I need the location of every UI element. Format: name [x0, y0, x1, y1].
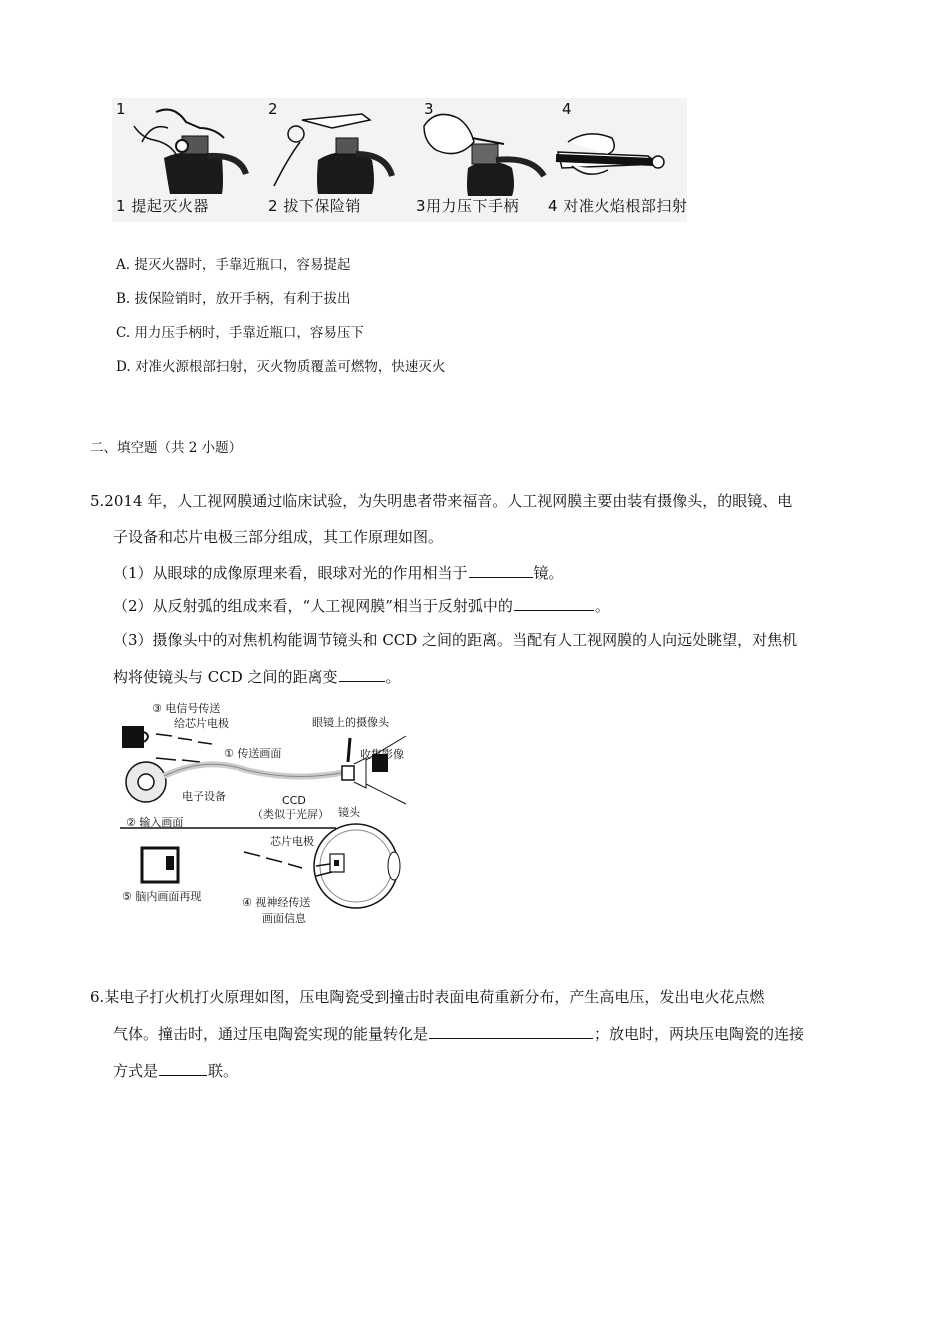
option-text: 对准火源根部扫射，灭火物质覆盖可燃物，快速灭火 — [134, 359, 446, 375]
pull-pin-illustration — [268, 98, 408, 198]
q5-line-2: 子设备和芯片电极三部分组成，其工作原理如图。 — [113, 528, 444, 546]
q6-line-1: 6.某电子打火机打火原理如图，压电陶瓷受到撞击时表面电荷重新分布，产生高电压，发出电火花点燃 — [90, 988, 765, 1006]
q5-sub-3-line-2: 构将使镜头与 CCD 之间的距离变 。 — [113, 668, 401, 686]
label-signal: ③ 电信号传送 — [152, 702, 221, 715]
q5-line-1: 5.2014 年，人工视网膜通过临床试验，为失明患者带来福音。人工视网膜主要由装有摄像头，的眼镜、电 — [90, 492, 793, 510]
label-chip-electrode: 芯片电极 — [270, 835, 314, 848]
option-d — [116, 357, 445, 377]
step-caption: 2 拔下保险销 — [268, 197, 361, 215]
q5-sub-2: （2）从反射弧的组成来看，“人工视网膜”相当于反射弧中的 。 — [113, 597, 610, 615]
label-device: 电子设备 — [182, 790, 226, 803]
step-caption: 3用力压下手柄 — [416, 197, 520, 215]
lift-extinguisher-illustration — [116, 98, 256, 198]
q5-sub-1: （1）从眼球的成像原理来看，眼球对光的作用相当于 镜。 — [113, 564, 564, 582]
label-optic-nerve-2: 画面信息 — [262, 912, 306, 925]
step-number: 4 — [562, 100, 572, 118]
q6-line-3: 方式是 联。 — [113, 1062, 239, 1080]
step-number: 3 — [424, 100, 434, 118]
label-input: ② 输入画面 — [126, 816, 184, 829]
label-signal-2: 给芯片电极 — [174, 717, 229, 730]
aim-spray-illustration — [548, 98, 687, 198]
extinguisher-figure — [112, 98, 687, 222]
label-glasses-camera: 眼镜上的摄像头 — [312, 716, 389, 729]
q6-line-2: 气体。撞击时，通过压电陶瓷实现的能量转化是 ；放电时，两块压电陶瓷的连接 — [113, 1025, 805, 1043]
option-letter: C. — [116, 325, 131, 341]
step-panel-3 — [412, 98, 562, 220]
option-text: 用力压手柄时，手靠近瓶口，容易压下 — [134, 325, 364, 341]
option-letter: B. — [116, 291, 131, 307]
answer-blank[interactable] — [429, 1024, 593, 1039]
answer-blank[interactable] — [514, 596, 594, 611]
option-letter: A. — [116, 257, 131, 273]
step-panel-2 — [268, 98, 408, 220]
step-number: 1 — [116, 100, 126, 118]
step-caption: 1 提起灭火器 — [116, 197, 209, 215]
answer-blank[interactable] — [339, 667, 385, 682]
option-b — [116, 289, 351, 309]
label-optic-nerve: ④ 视神经传送 — [242, 896, 311, 909]
option-text: 拔保险销时，放开手柄，有利于拔出 — [134, 291, 351, 307]
answer-blank[interactable] — [469, 563, 533, 578]
label-ccd-note: （类似于光屏） — [252, 808, 329, 821]
step-number: 2 — [268, 100, 278, 118]
option-letter: D. — [116, 359, 131, 375]
label-ccd: CCD — [282, 794, 306, 807]
label-collect: 收集影像 — [360, 748, 404, 761]
option-c — [116, 323, 364, 343]
label-brain: ⑤ 脑内画面再现 — [122, 890, 202, 903]
step-panel-4 — [548, 98, 687, 220]
option-text: 提灭火器时，手靠近瓶口，容易提起 — [134, 257, 351, 273]
q5-sub-3-line-1: （3）摄像头中的对焦机构能调节镜头和 CCD 之间的距离。当配有人工视网膜的人向远处眺望，对焦机 — [113, 631, 798, 649]
label-lens: 镜头 — [338, 806, 360, 819]
step-caption: 4 对准火焰根部扫射 — [548, 197, 688, 215]
label-transmit: ① 传送画面 — [224, 747, 282, 760]
press-handle-illustration — [412, 98, 562, 198]
retina-diagram — [116, 696, 416, 932]
answer-blank[interactable] — [159, 1061, 207, 1076]
option-a — [116, 255, 350, 275]
section-title: 二、填空题（共 2 小题） — [90, 440, 243, 456]
step-panel-1 — [116, 98, 256, 220]
